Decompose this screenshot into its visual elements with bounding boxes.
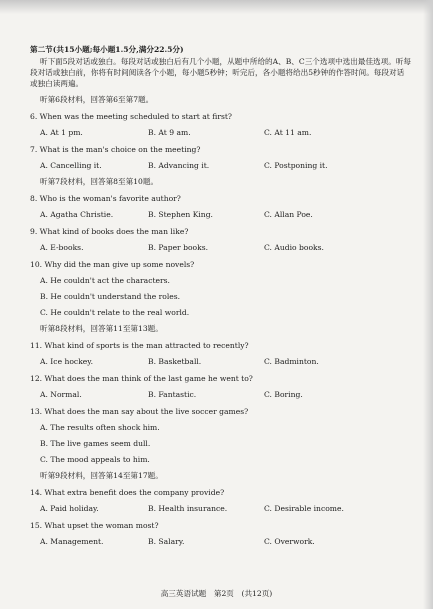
- question-9-options: [30, 242, 411, 253]
- material-7-header: 听第7段材料，回答第8至第10题。: [40, 177, 159, 186]
- question-8-options: [30, 209, 411, 220]
- option-b: B. At 9 am.: [148, 128, 191, 137]
- option-a: A. Normal.: [40, 390, 82, 399]
- question-10-options: [30, 275, 411, 318]
- option-a: A. Ice hockey.: [40, 357, 93, 366]
- question-9: 9. What kind of books does the man like?: [30, 227, 189, 236]
- option-b: B. Stephen King.: [148, 210, 213, 219]
- option-b: B. He couldn't understand the roles.: [40, 292, 181, 301]
- section-instructions: 听下面5段对话或独白。每段对话或独白后有几个小题，从题中所给的A、B、C三个选项中选出最佳选项。听每段对话或独白前，你将有时间阅读各个小题，每小题5秒钟；听完后，各小题将给出5秒钟的作答时间。每段对话或独白读两遍。: [30, 57, 412, 88]
- scan-shadow-top: [0, 0, 433, 14]
- section-title: 第二节(共15小题;每小题1.5分,满分22.5分): [30, 45, 184, 54]
- question-15: 15. What upset the woman most?: [30, 521, 159, 530]
- option-a: A. At 1 pm.: [40, 128, 83, 137]
- material-9-header: 听第9段材料，回答第14至第17题。: [40, 471, 163, 480]
- option-a: A. He couldn't act the characters.: [40, 276, 170, 285]
- question-11-options: [30, 356, 411, 367]
- option-a: A. Cancelling it.: [40, 161, 102, 170]
- scan-shadow-right: [423, 0, 433, 609]
- option-a: A. Paid holiday.: [40, 504, 99, 513]
- option-c: C. Allan Poe.: [264, 210, 313, 219]
- question-6: 6. When was the meeting scheduled to start at first?: [30, 112, 232, 121]
- material-8-header: 听第8段材料，回答第11至第13题。: [40, 324, 163, 333]
- material-6-header: 听第6段材料，回答第6至第7题。: [40, 95, 154, 104]
- question-7: 7. What is the man's choice on the meeting?: [30, 145, 201, 154]
- option-b: B. Advancing it.: [148, 161, 210, 170]
- option-b: B. Fantastic.: [148, 390, 197, 399]
- page-footer: 高三英语试题 第2页 (共12页): [160, 589, 273, 598]
- question-13-options: [30, 422, 411, 465]
- exam-content: [30, 44, 411, 547]
- option-b: B. Health insurance.: [148, 504, 228, 513]
- question-6-options: [30, 127, 411, 138]
- option-c: C. Desirable income.: [264, 504, 344, 513]
- question-14: 14. What extra benefit does the company provide?: [30, 488, 225, 497]
- option-c: C. He couldn't relate to the real world.: [40, 308, 190, 317]
- question-12: 12. What does the man think of the last game he went to?: [30, 374, 253, 383]
- question-8: 8. Who is the woman's favorite author?: [30, 194, 181, 203]
- option-c: C. Badminton.: [264, 357, 319, 366]
- question-13: 13. What does the man say about the live soccer games?: [30, 407, 249, 416]
- option-b: B. Basketball.: [148, 357, 202, 366]
- option-a: A. Agatha Christie.: [40, 210, 114, 219]
- option-c: C. Audio books.: [264, 243, 324, 252]
- option-b: B. Salary.: [148, 537, 185, 546]
- question-10: 10. Why did the man give up some novels?: [30, 260, 195, 269]
- option-a: A. E-books.: [40, 243, 84, 252]
- option-a: A. The results often shock him.: [40, 423, 160, 432]
- question-11: 11. What kind of sports is the man attracted to recently?: [30, 341, 249, 350]
- option-c: C. Overwork.: [264, 537, 315, 546]
- option-c: C. Boring.: [264, 390, 303, 399]
- option-c: C. The mood appeals to him.: [40, 455, 150, 464]
- question-12-options: [30, 389, 411, 400]
- question-7-options: [30, 160, 411, 171]
- option-c: C. Postponing it.: [264, 161, 328, 170]
- question-14-options: [30, 503, 411, 514]
- option-b: B. The live games seem dull.: [40, 439, 151, 448]
- option-a: A. Management.: [40, 537, 104, 546]
- option-c: C. At 11 am.: [264, 128, 312, 137]
- option-b: B. Paper books.: [148, 243, 209, 252]
- question-15-options: [30, 536, 411, 547]
